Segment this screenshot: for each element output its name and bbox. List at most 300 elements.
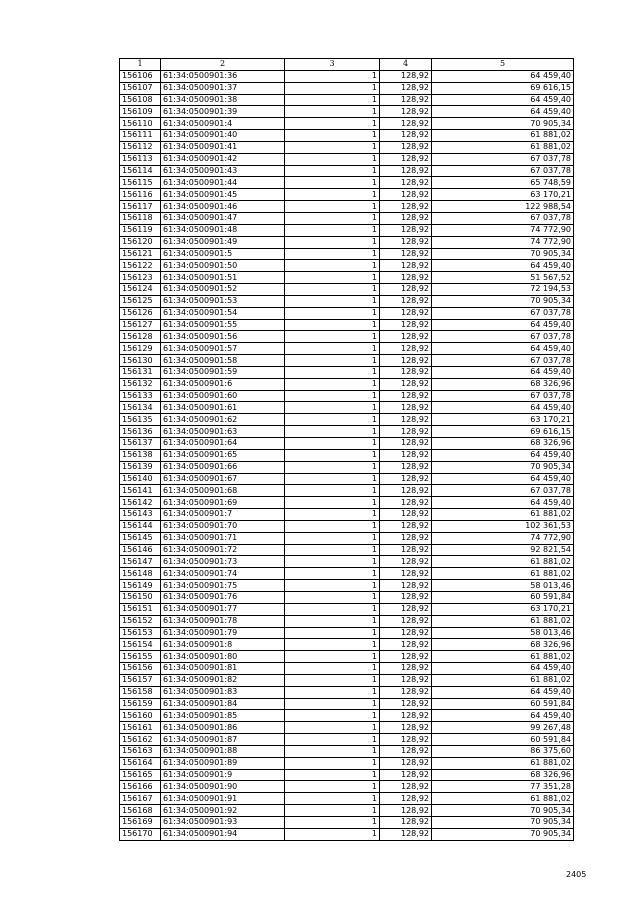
quantity-cell: 1 (285, 781, 380, 793)
page-number: 2405 (566, 870, 587, 879)
quantity-cell: 1 (285, 260, 380, 272)
area-cell: 128,92 (380, 781, 432, 793)
quantity-cell: 1 (285, 710, 380, 722)
value-cell: 67 037,78 (432, 153, 574, 165)
table-row (120, 366, 574, 378)
value-cell: 77 351,28 (432, 781, 574, 793)
cadastral-number-cell: 61:34:0500901:55 (161, 319, 285, 331)
cadastral-number-cell: 61:34:0500901:44 (161, 177, 285, 189)
area-cell: 128,92 (380, 734, 432, 746)
cadastral-number-cell: 61:34:0500901:67 (161, 473, 285, 485)
cadastral-number-cell: 61:34:0500901:84 (161, 698, 285, 710)
area-cell: 128,92 (380, 331, 432, 343)
cadastral-number-cell: 61:34:0500901:36 (161, 70, 285, 82)
quantity-cell: 1 (285, 698, 380, 710)
row-number-cell: 156143 (120, 509, 161, 521)
quantity-cell: 1 (285, 651, 380, 663)
cadastral-number-cell: 61:34:0500901:92 (161, 805, 285, 817)
area-cell: 128,92 (380, 295, 432, 307)
column-header: 1 (120, 59, 161, 71)
quantity-cell: 1 (285, 438, 380, 450)
row-number-cell: 156142 (120, 497, 161, 509)
area-cell: 128,92 (380, 627, 432, 639)
quantity-cell: 1 (285, 236, 380, 248)
value-cell: 61 881,02 (432, 568, 574, 580)
cadastral-number-cell: 61:34:0500901:82 (161, 674, 285, 686)
quantity-cell: 1 (285, 189, 380, 201)
value-cell: 63 170,21 (432, 189, 574, 201)
value-cell: 65 748,59 (432, 177, 574, 189)
table-row (120, 722, 574, 734)
value-cell: 92 821,54 (432, 544, 574, 556)
row-number-cell: 156154 (120, 639, 161, 651)
cadastral-number-cell: 61:34:0500901:87 (161, 734, 285, 746)
row-number-cell: 156169 (120, 817, 161, 829)
area-cell: 128,92 (380, 402, 432, 414)
quantity-cell: 1 (285, 378, 380, 390)
area-cell: 128,92 (380, 639, 432, 651)
quantity-cell: 1 (285, 319, 380, 331)
area-cell: 128,92 (380, 817, 432, 829)
value-cell: 70 905,34 (432, 805, 574, 817)
table-row (120, 757, 574, 769)
quantity-cell: 1 (285, 639, 380, 651)
quantity-cell: 1 (285, 355, 380, 367)
area-cell: 128,92 (380, 248, 432, 260)
cadastral-number-cell: 61:34:0500901:41 (161, 141, 285, 153)
value-cell: 72 194,53 (432, 284, 574, 296)
value-cell: 61 881,02 (432, 615, 574, 627)
cadastral-number-cell: 61:34:0500901:58 (161, 355, 285, 367)
row-number-cell: 156111 (120, 130, 161, 142)
quantity-cell: 1 (285, 757, 380, 769)
row-number-cell: 156134 (120, 402, 161, 414)
cadastral-number-cell: 61:34:0500901:83 (161, 686, 285, 698)
row-number-cell: 156112 (120, 141, 161, 153)
quantity-cell: 1 (285, 426, 380, 438)
quantity-cell: 1 (285, 449, 380, 461)
table-row (120, 615, 574, 627)
value-cell: 67 037,78 (432, 212, 574, 224)
cadastral-number-cell: 61:34:0500901:76 (161, 591, 285, 603)
table-row (120, 520, 574, 532)
quantity-cell: 1 (285, 627, 380, 639)
quantity-cell: 1 (285, 141, 380, 153)
table-row (120, 201, 574, 213)
table-row (120, 390, 574, 402)
value-cell: 58 013,46 (432, 627, 574, 639)
value-cell: 70 905,34 (432, 817, 574, 829)
cadastral-number-cell: 61:34:0500901:46 (161, 201, 285, 213)
row-number-cell: 156167 (120, 793, 161, 805)
cadastral-number-cell: 61:34:0500901:47 (161, 212, 285, 224)
row-number-cell: 156158 (120, 686, 161, 698)
row-number-cell: 156116 (120, 189, 161, 201)
row-number-cell: 156162 (120, 734, 161, 746)
cadastral-number-cell: 61:34:0500901:90 (161, 781, 285, 793)
table-row (120, 485, 574, 497)
area-cell: 128,92 (380, 236, 432, 248)
value-cell: 58 013,46 (432, 580, 574, 592)
quantity-cell: 1 (285, 734, 380, 746)
row-number-cell: 156155 (120, 651, 161, 663)
cadastral-number-cell: 61:34:0500901:57 (161, 343, 285, 355)
area-cell: 128,92 (380, 757, 432, 769)
cadastral-number-cell: 61:34:0500901:63 (161, 426, 285, 438)
quantity-cell: 1 (285, 580, 380, 592)
table-row (120, 355, 574, 367)
row-number-cell: 156133 (120, 390, 161, 402)
cadastral-number-cell: 61:34:0500901:69 (161, 497, 285, 509)
area-cell: 128,92 (380, 224, 432, 236)
area-cell: 128,92 (380, 591, 432, 603)
quantity-cell: 1 (285, 568, 380, 580)
row-number-cell: 156153 (120, 627, 161, 639)
table-row (120, 769, 574, 781)
value-cell: 102 361,53 (432, 520, 574, 532)
value-cell: 122 988,54 (432, 201, 574, 213)
row-number-cell: 156146 (120, 544, 161, 556)
row-number-cell: 156148 (120, 568, 161, 580)
table-row (120, 461, 574, 473)
area-cell: 128,92 (380, 201, 432, 213)
value-cell: 64 459,40 (432, 319, 574, 331)
column-header: 5 (432, 59, 574, 71)
row-number-cell: 156120 (120, 236, 161, 248)
area-cell: 128,92 (380, 70, 432, 82)
area-cell: 128,92 (380, 769, 432, 781)
cadastral-number-cell: 61:34:0500901:51 (161, 272, 285, 284)
quantity-cell: 1 (285, 106, 380, 118)
row-number-cell: 156145 (120, 532, 161, 544)
table-row (120, 284, 574, 296)
row-number-cell: 156170 (120, 828, 161, 840)
value-cell: 99 267,48 (432, 722, 574, 734)
column-header: 2 (161, 59, 285, 71)
row-number-cell: 156168 (120, 805, 161, 817)
value-cell: 51 567,52 (432, 272, 574, 284)
cadastral-number-cell: 61:34:0500901:9 (161, 769, 285, 781)
quantity-cell: 1 (285, 248, 380, 260)
table-row (120, 449, 574, 461)
table-row (120, 556, 574, 568)
row-number-cell: 156109 (120, 106, 161, 118)
row-number-cell: 156114 (120, 165, 161, 177)
row-number-cell: 156121 (120, 248, 161, 260)
table-row (120, 236, 574, 248)
row-number-cell: 156140 (120, 473, 161, 485)
cadastral-number-cell: 61:34:0500901:49 (161, 236, 285, 248)
cadastral-number-cell: 61:34:0500901:6 (161, 378, 285, 390)
value-cell: 67 037,78 (432, 307, 574, 319)
area-cell: 128,92 (380, 307, 432, 319)
row-number-cell: 156107 (120, 82, 161, 94)
cadastral-number-cell: 61:34:0500901:42 (161, 153, 285, 165)
table-row (120, 674, 574, 686)
quantity-cell: 1 (285, 201, 380, 213)
table-row (120, 165, 574, 177)
table-row (120, 603, 574, 615)
cadastral-number-cell: 61:34:0500901:60 (161, 390, 285, 402)
cadastral-number-cell: 61:34:0500901:5 (161, 248, 285, 260)
quantity-cell: 1 (285, 118, 380, 130)
value-cell: 67 037,78 (432, 485, 574, 497)
value-cell: 60 591,84 (432, 698, 574, 710)
cadastral-number-cell: 61:34:0500901:68 (161, 485, 285, 497)
area-cell: 128,92 (380, 260, 432, 272)
row-number-cell: 156149 (120, 580, 161, 592)
row-number-cell: 156151 (120, 603, 161, 615)
row-number-cell: 156135 (120, 414, 161, 426)
area-cell: 128,92 (380, 130, 432, 142)
cadastral-number-cell: 61:34:0500901:78 (161, 615, 285, 627)
value-cell: 67 037,78 (432, 390, 574, 402)
row-number-cell: 156160 (120, 710, 161, 722)
table-row (120, 82, 574, 94)
cadastral-number-cell: 61:34:0500901:80 (161, 651, 285, 663)
value-cell: 64 459,40 (432, 710, 574, 722)
cadastral-number-cell: 61:34:0500901:79 (161, 627, 285, 639)
cadastral-number-cell: 61:34:0500901:39 (161, 106, 285, 118)
row-number-cell: 156131 (120, 366, 161, 378)
value-cell: 64 459,40 (432, 497, 574, 509)
table-row (120, 828, 574, 840)
quantity-cell: 1 (285, 497, 380, 509)
area-cell: 128,92 (380, 615, 432, 627)
area-cell: 128,92 (380, 485, 432, 497)
cadastral-number-cell: 61:34:0500901:8 (161, 639, 285, 651)
value-cell: 70 905,34 (432, 118, 574, 130)
row-number-cell: 156124 (120, 284, 161, 296)
cadastral-number-cell: 61:34:0500901:77 (161, 603, 285, 615)
cadastral-number-cell: 61:34:0500901:53 (161, 295, 285, 307)
area-cell: 128,92 (380, 686, 432, 698)
area-cell: 128,92 (380, 745, 432, 757)
quantity-cell: 1 (285, 591, 380, 603)
value-cell: 61 881,02 (432, 674, 574, 686)
quantity-cell: 1 (285, 414, 380, 426)
cadastral-number-cell: 61:34:0500901:94 (161, 828, 285, 840)
value-cell: 64 459,40 (432, 402, 574, 414)
row-number-cell: 156119 (120, 224, 161, 236)
row-number-cell: 156128 (120, 331, 161, 343)
value-cell: 67 037,78 (432, 331, 574, 343)
value-cell: 64 459,40 (432, 260, 574, 272)
table-row (120, 580, 574, 592)
value-cell: 64 459,40 (432, 449, 574, 461)
value-cell: 64 459,40 (432, 70, 574, 82)
quantity-cell: 1 (285, 615, 380, 627)
row-number-cell: 156117 (120, 201, 161, 213)
cadastral-number-cell: 61:34:0500901:75 (161, 580, 285, 592)
quantity-cell: 1 (285, 343, 380, 355)
value-cell: 64 459,40 (432, 366, 574, 378)
value-cell: 70 905,34 (432, 295, 574, 307)
table-row (120, 651, 574, 663)
area-cell: 128,92 (380, 674, 432, 686)
table-row (120, 532, 574, 544)
quantity-cell: 1 (285, 130, 380, 142)
row-number-cell: 156126 (120, 307, 161, 319)
area-cell: 128,92 (380, 449, 432, 461)
area-cell: 128,92 (380, 355, 432, 367)
quantity-cell: 1 (285, 94, 380, 106)
area-cell: 128,92 (380, 568, 432, 580)
table-row (120, 817, 574, 829)
row-number-cell: 156165 (120, 769, 161, 781)
cadastral-number-cell: 61:34:0500901:73 (161, 556, 285, 568)
table-row (120, 106, 574, 118)
area-cell: 128,92 (380, 366, 432, 378)
row-number-cell: 156113 (120, 153, 161, 165)
table-row (120, 568, 574, 580)
table-row (120, 130, 574, 142)
area-cell: 128,92 (380, 805, 432, 817)
value-cell: 61 881,02 (432, 509, 574, 521)
table-row (120, 260, 574, 272)
row-number-cell: 156115 (120, 177, 161, 189)
table-row (120, 497, 574, 509)
quantity-cell: 1 (285, 544, 380, 556)
area-cell: 128,92 (380, 390, 432, 402)
quantity-cell: 1 (285, 224, 380, 236)
quantity-cell: 1 (285, 817, 380, 829)
cadastral-number-cell: 61:34:0500901:88 (161, 745, 285, 757)
area-cell: 128,92 (380, 497, 432, 509)
value-cell: 61 881,02 (432, 556, 574, 568)
value-cell: 67 037,78 (432, 165, 574, 177)
area-cell: 128,92 (380, 793, 432, 805)
cadastral-number-cell: 61:34:0500901:64 (161, 438, 285, 450)
row-number-cell: 156132 (120, 378, 161, 390)
row-number-cell: 156125 (120, 295, 161, 307)
table-row (120, 509, 574, 521)
quantity-cell: 1 (285, 485, 380, 497)
row-number-cell: 156144 (120, 520, 161, 532)
value-cell: 61 881,02 (432, 141, 574, 153)
area-cell: 128,92 (380, 828, 432, 840)
row-number-cell: 156122 (120, 260, 161, 272)
area-cell: 128,92 (380, 603, 432, 615)
table-row (120, 438, 574, 450)
table-row (120, 70, 574, 82)
row-number-cell: 156106 (120, 70, 161, 82)
row-number-cell: 156127 (120, 319, 161, 331)
cadastral-number-cell: 61:34:0500901:50 (161, 260, 285, 272)
value-cell: 61 881,02 (432, 757, 574, 769)
table-header-row (120, 59, 574, 71)
quantity-cell: 1 (285, 177, 380, 189)
cadastral-number-cell: 61:34:0500901:56 (161, 331, 285, 343)
row-number-cell: 156118 (120, 212, 161, 224)
value-cell: 60 591,84 (432, 591, 574, 603)
row-number-cell: 156164 (120, 757, 161, 769)
value-cell: 64 459,40 (432, 663, 574, 675)
area-cell: 128,92 (380, 556, 432, 568)
cadastral-number-cell: 61:34:0500901:85 (161, 710, 285, 722)
row-number-cell: 156138 (120, 449, 161, 461)
table-row (120, 153, 574, 165)
quantity-cell: 1 (285, 82, 380, 94)
area-cell: 128,92 (380, 710, 432, 722)
quantity-cell: 1 (285, 366, 380, 378)
table-row (120, 698, 574, 710)
value-cell: 64 459,40 (432, 94, 574, 106)
row-number-cell: 156150 (120, 591, 161, 603)
quantity-cell: 1 (285, 532, 380, 544)
quantity-cell: 1 (285, 284, 380, 296)
area-cell: 128,92 (380, 153, 432, 165)
area-cell: 128,92 (380, 343, 432, 355)
table-row (120, 639, 574, 651)
cadastral-number-cell: 61:34:0500901:54 (161, 307, 285, 319)
value-cell: 60 591,84 (432, 734, 574, 746)
table-row (120, 248, 574, 260)
table-row (120, 307, 574, 319)
table-row (120, 319, 574, 331)
row-number-cell: 156129 (120, 343, 161, 355)
value-cell: 67 037,78 (432, 355, 574, 367)
table-row (120, 224, 574, 236)
area-cell: 128,92 (380, 212, 432, 224)
area-cell: 128,92 (380, 544, 432, 556)
table-row (120, 378, 574, 390)
quantity-cell: 1 (285, 828, 380, 840)
row-number-cell: 156163 (120, 745, 161, 757)
quantity-cell: 1 (285, 509, 380, 521)
table-row (120, 402, 574, 414)
area-cell: 128,92 (380, 378, 432, 390)
quantity-cell: 1 (285, 603, 380, 615)
cadastral-number-cell: 61:34:0500901:4 (161, 118, 285, 130)
quantity-cell: 1 (285, 556, 380, 568)
table-row (120, 781, 574, 793)
area-cell: 128,92 (380, 165, 432, 177)
registry-table (119, 58, 574, 841)
table-row (120, 177, 574, 189)
area-cell: 128,92 (380, 651, 432, 663)
value-cell: 63 170,21 (432, 603, 574, 615)
value-cell: 86 375,60 (432, 745, 574, 757)
area-cell: 128,92 (380, 473, 432, 485)
quantity-cell: 1 (285, 307, 380, 319)
row-number-cell: 156137 (120, 438, 161, 450)
row-number-cell: 156156 (120, 663, 161, 675)
cadastral-number-cell: 61:34:0500901:45 (161, 189, 285, 201)
quantity-cell: 1 (285, 402, 380, 414)
area-cell: 128,92 (380, 722, 432, 734)
row-number-cell: 156166 (120, 781, 161, 793)
column-header: 3 (285, 59, 380, 71)
cadastral-number-cell: 61:34:0500901:93 (161, 817, 285, 829)
area-cell: 128,92 (380, 189, 432, 201)
quantity-cell: 1 (285, 331, 380, 343)
cadastral-number-cell: 61:34:0500901:70 (161, 520, 285, 532)
area-cell: 128,92 (380, 319, 432, 331)
quantity-cell: 1 (285, 520, 380, 532)
value-cell: 69 616,15 (432, 426, 574, 438)
cadastral-number-cell: 61:34:0500901:66 (161, 461, 285, 473)
table-row (120, 710, 574, 722)
area-cell: 128,92 (380, 106, 432, 118)
quantity-cell: 1 (285, 295, 380, 307)
table-row (120, 189, 574, 201)
quantity-cell: 1 (285, 745, 380, 757)
quantity-cell: 1 (285, 461, 380, 473)
row-number-cell: 156152 (120, 615, 161, 627)
area-cell: 128,92 (380, 580, 432, 592)
quantity-cell: 1 (285, 165, 380, 177)
